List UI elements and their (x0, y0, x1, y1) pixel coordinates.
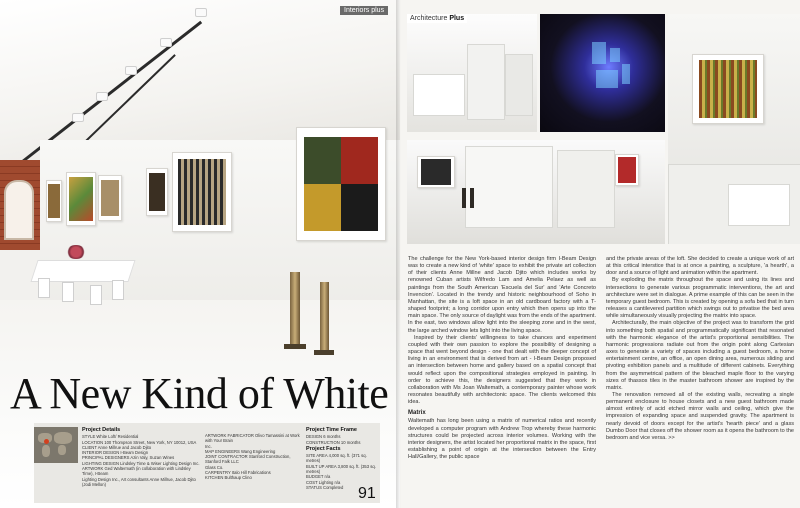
info-line: SITE AREA 4,000 sq. ft. (371 sq. metres) (306, 453, 367, 464)
page-gutter (396, 0, 404, 508)
info-line: LIGHTING DESIGN Lindsley Time & Wiser Lighting Design Inc. (82, 460, 200, 466)
flower-arrangement (66, 245, 86, 259)
project-details-heading: Project Details (82, 427, 121, 433)
artwork-frame (46, 180, 62, 222)
info-line: CARPENTRY Italo Hill Fabrications (205, 470, 271, 476)
paragraph: Architecturally, the main objective of the project was to transform the grid into something both spatial and programmatically significant that resonated with the harmonic elegance of the artist's proportional sensibilities. The harmonic progressions radiate out from the origin point along Cartesian axes to generate a variety of spaces including a guest bedroom, a home entertainment centre, an office, an open dining area, numerous sliding and pivoting exhibition panels and a multitude of different cabinets. Everything from the asymmetrical pattern of the bleached maple floor to the varying sizes of thassos tiles in the master bathroom shower are inspired by the matrix. (606, 320, 794, 391)
spotlight (195, 8, 207, 17)
article-title: A New Kind of White (10, 369, 389, 418)
spotlight (72, 113, 84, 122)
kitchen-photo (407, 14, 537, 132)
info-line: JOINT CONTRACTOR Stanford Construction, Stanford Falk LLC (205, 454, 291, 465)
matrix-subheading: Matrix (408, 410, 426, 417)
dining-chair (38, 278, 50, 298)
lounge-photo (668, 14, 800, 244)
lit-artwork-photo (540, 14, 665, 132)
spotlight (96, 92, 108, 101)
info-line: COST Lighting n/a (306, 479, 341, 485)
article-column-1 (408, 256, 596, 461)
article-column-2 (606, 256, 794, 442)
page-number: 91 (358, 485, 376, 502)
location-marker-icon (44, 439, 49, 444)
artwork-frame (98, 175, 122, 221)
paragraph: Waltemath has long been using a matrix of numerical ratios and recently developed a computer program with Andrew Trop whereby these harmonic structures could be projected across interior volumes. Working with the interior designers, the artist located her proportional matrix in the space, first establishing a point of origin at the intersection between the Entry Hall/Gallery, the public space (408, 418, 596, 461)
info-line: STYLE White Loft/ Residential (82, 434, 139, 440)
info-line: KITCHEN Bulthaup Clino (205, 475, 252, 481)
sculpture-base (314, 350, 334, 355)
info-line: BUDGET n/a (306, 474, 331, 480)
info-line: INTERIOR DESIGN I-Beam Design (82, 450, 149, 456)
info-line: CLIENT Anne Millrue and Jacob Djito (82, 444, 152, 450)
info-line: ARTWORK Ged Waltermath (in collaboration with Lindsley Time), I-Beam (82, 466, 191, 477)
right-page (400, 0, 800, 508)
bathroom-photo (407, 140, 665, 244)
info-line: STATUS Completed (306, 484, 344, 490)
artwork-frame (296, 127, 386, 241)
info-line: LOCATION 100 Thompson Street, New York, NY 10012, USA (82, 439, 197, 445)
paragraph: Inspired by their clients' willingness to take chances and experiment coupled with their own passion to explore the possibility of designing a space that went beyond design - one that dealt with the deeper concept of living in an environment that is derived from art - I-Beam Design proposed an intersection between home and gallery based on a spatial concept that would reflect upon the compositional strategies employed in painting. In order to achieve this, the designers suggested that they work in collaboration with Ms Joan Waltemath, a contemporary painter whose work resonates beautifully with architectonic space. The clients welcomed this idea. (408, 334, 596, 406)
paragraph: The renovation removed all of the existing walls, recreating a single permanent enclosure to house closets and a new guest bathroom made almost entirely of acid etched mirror walls and ceiling, which give the impression of expanding space and suspended gravity. The apartment is nearly devoid of doors except for the artist's 'hearth piece' and a glass Dumbo Door that closes off the shower room as it opens the bathroom to the bedroom and vice versa. >> (606, 391, 794, 441)
paragraph: and the private areas of the loft. She decided to create a unique work of art at this critical interstice that is at once a painting, a sculpture, 'a hearth', a door and a source of light and animation within the apartment. (606, 256, 794, 277)
project-facts-heading: Project Facts (306, 445, 341, 452)
info-line: PRINCIPAL DESIGNERS Azin Valy, Suzan Wines (82, 455, 175, 461)
info-line: Inc. (205, 443, 212, 449)
info-line: Lighting Design Inc., Art consultants Anne Millrue, Jacob Djito (82, 476, 196, 482)
dining-chair (62, 282, 74, 302)
info-line: CONSTRUCTION 10 months (306, 439, 361, 445)
dining-chair (112, 280, 124, 300)
article-body (408, 256, 798, 506)
section-tag: Architecture Plus (407, 14, 467, 23)
spotlight (160, 38, 172, 47)
world-map-thumbnail (34, 427, 78, 463)
sculpture-base (284, 344, 306, 349)
paragraph: The challenge for the New York-based interior design firm I-Beam Design was to create a new kind of 'white' space to exhibit the private art collection of their clients Anne Millne and Jacob Djito which includes works by renowned Cuban artists Wilfredo Lam and Amelia Pelaez as well as paintings from the South American 'Escuela del Sur' and 'Arte Concreto Invencion'. Located in the trendy and historic neighbourhood of Soho in Manhattan, the site is a loft space in an old cardboard factory with a T-shaped footprint; a long corridor upon entry which then opens up into the main space. The only source of daylight was from the ends of the apartment. In the east, two windows allow light into the sleeping zone and in the west, the large arched window lets light into the living space. (408, 256, 596, 334)
section-tag: Interiors plus (340, 6, 388, 15)
artwork-frame (66, 172, 96, 226)
info-line: DESIGN 6 months (306, 434, 341, 440)
info-line: MAP ENGINEERS Wang Engineering (205, 448, 276, 454)
project-details-column (82, 428, 202, 487)
artwork-frame (146, 168, 168, 216)
info-line: (Jodi Mellon) (82, 481, 106, 487)
info-line: ARTWORK FABRICATOR Olivo Tamassini at Work with Your Brain (205, 433, 300, 444)
sculpture (320, 282, 329, 352)
info-line: BUILT UP AREA 3,800 sq. ft. (353 sq. metres) (306, 463, 376, 475)
paragraph: By exploding the matrix throughout the space and using its lines and intersections to generate various programmatic interventions, the art and architecture were set in dialogue. A prime example of this can be seen in the temporary guest bedroom. This is created by opening a sofa bed that in turn releases a cantilevered partition which swings out to privatise the bed area while simultaneously visually projecting the matrix into space. (606, 277, 794, 320)
artwork-frame (172, 152, 232, 232)
info-line: Glass Co. (205, 464, 224, 470)
sculpture (290, 272, 300, 346)
artwork-fabricator-column (205, 433, 305, 481)
dining-chair (90, 285, 102, 305)
spotlight (125, 66, 137, 75)
arched-window (4, 180, 34, 240)
project-time-frame-column (306, 428, 378, 490)
time-frame-heading: Project Time Frame (306, 427, 357, 433)
